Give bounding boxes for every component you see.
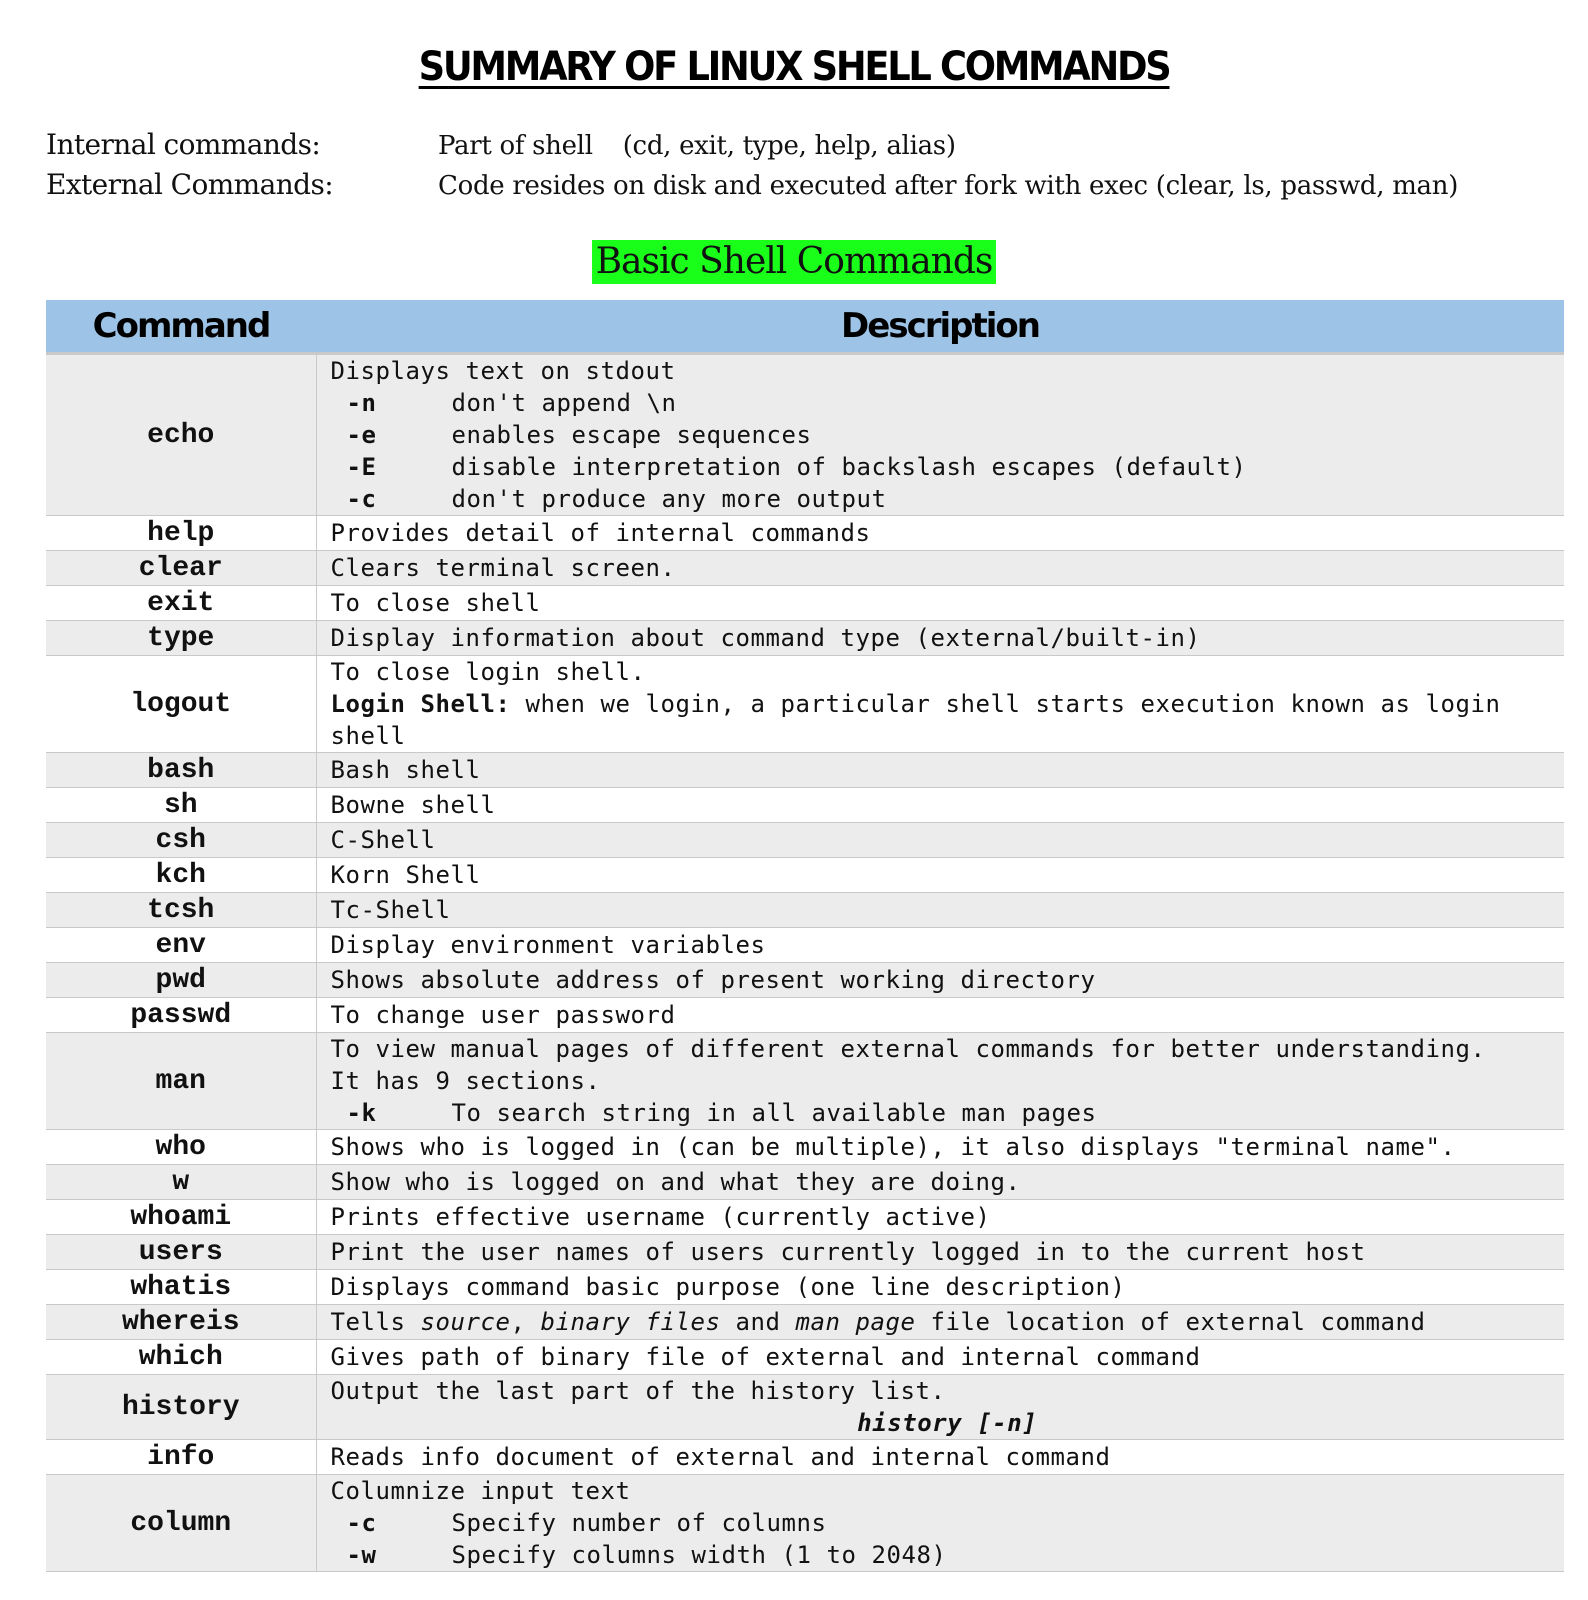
table-row — [46, 1165, 1564, 1200]
command-description: Shows who is logged in (can be multiple), it also displays "terminal name". — [330, 1133, 1456, 1161]
command-name: whereis — [46, 1305, 316, 1340]
command-description: Display information about command type (external/built-in) — [330, 624, 1201, 652]
table-row — [46, 1200, 1564, 1235]
text-segment-italic: man page — [795, 1308, 916, 1336]
command-name: exit — [46, 586, 316, 621]
command-name: w — [46, 1165, 316, 1200]
internal-commands-examples: (cd, exit, type, help, alias) — [622, 131, 956, 161]
header-description: Description — [316, 300, 1564, 354]
command-description: Prints effective username (currently active) — [330, 1203, 991, 1231]
command-description: Bowne shell — [330, 791, 496, 819]
description-line: Columnize input text — [330, 1477, 631, 1505]
table-row — [46, 354, 1564, 516]
command-description — [316, 1305, 1564, 1340]
table-row — [46, 1440, 1564, 1475]
page-title-text: SUMMARY OF LINUX SHELL COMMANDS — [418, 44, 1170, 90]
command-description: C-Shell — [330, 826, 436, 854]
command-name: logout — [46, 656, 316, 753]
table-row — [46, 1235, 1564, 1270]
command-description: Provides detail of internal commands — [330, 519, 871, 547]
external-commands-label: External Commands: — [46, 168, 334, 201]
command-description: Gives path of binary file of external and internal command — [330, 1343, 1201, 1371]
command-name: which — [46, 1340, 316, 1375]
command-name: whoami — [46, 1200, 316, 1235]
login-shell-definition: when we login, a particular shell starts execution known as login — [510, 690, 1501, 718]
command-description — [316, 354, 1564, 516]
section-title — [0, 240, 1588, 284]
option-row — [331, 419, 1565, 451]
command-name: users — [46, 1235, 316, 1270]
table-row — [46, 753, 1564, 788]
description-line: Displays text on stdout — [330, 357, 676, 385]
commands-table — [46, 300, 1564, 1572]
table-row — [46, 963, 1564, 998]
header-command: Command — [46, 300, 316, 354]
command-name: echo — [46, 354, 316, 516]
text-segment: , — [510, 1308, 541, 1336]
text-segment-italic: source — [420, 1308, 511, 1336]
command-name: info — [46, 1440, 316, 1475]
description-line: To close login shell. — [330, 658, 646, 686]
option-row — [331, 387, 1565, 419]
internal-commands-label: Internal commands: — [46, 128, 321, 161]
command-description: To close shell — [330, 589, 541, 617]
command-description: Clears terminal screen. — [330, 554, 676, 582]
command-name: man — [46, 1033, 316, 1130]
option-flag: -E — [346, 453, 377, 481]
command-name: bash — [46, 753, 316, 788]
command-name: type — [46, 621, 316, 656]
option-text: don't produce any more output — [451, 485, 887, 513]
option-row — [331, 451, 1565, 483]
option-row — [331, 1539, 1565, 1571]
table-row — [46, 1130, 1564, 1165]
section-title-text: Basic Shell Commands — [592, 240, 997, 284]
command-name: clear — [46, 551, 316, 586]
option-text: Specify number of columns — [451, 1509, 827, 1537]
table-row — [46, 551, 1564, 586]
option-flag: -w — [346, 1541, 377, 1569]
table-row — [46, 1375, 1564, 1440]
command-description — [316, 656, 1564, 753]
table-row — [46, 1270, 1564, 1305]
description-line: To view manual pages of different external commands for better understanding. — [330, 1035, 1486, 1063]
command-name: whatis — [46, 1270, 316, 1305]
option-flag: -e — [346, 421, 377, 449]
table-row — [46, 823, 1564, 858]
option-flag: -c — [346, 485, 377, 513]
option-flag: -c — [346, 1509, 377, 1537]
table-row — [46, 656, 1564, 753]
description-line: Output the last part of the history list. — [330, 1377, 946, 1405]
option-text: Specify columns width (1 to 2048) — [451, 1541, 947, 1569]
external-commands-row — [46, 168, 1546, 208]
option-flag: -n — [346, 389, 377, 417]
command-description: Display environment variables — [330, 931, 766, 959]
table-row — [46, 858, 1564, 893]
command-description: Show who is logged on and what they are doing. — [330, 1168, 1021, 1196]
table-row — [46, 928, 1564, 963]
command-description: Korn Shell — [330, 861, 481, 889]
option-text: disable interpretation of backslash escapes (default) — [451, 453, 1247, 481]
usage-syntax: history [-n] — [857, 1409, 1038, 1437]
page-title — [0, 44, 1588, 90]
command-description: Displays command basic purpose (one line description) — [330, 1273, 1126, 1301]
option-row — [331, 1097, 1565, 1129]
description-line: It has 9 sections. — [330, 1067, 601, 1095]
command-name: sh — [46, 788, 316, 823]
table-row — [46, 621, 1564, 656]
table-row — [46, 1033, 1564, 1130]
command-description: Tc-Shell — [330, 896, 451, 924]
command-description — [316, 1475, 1564, 1572]
description-line: shell — [330, 722, 406, 750]
command-name: kch — [46, 858, 316, 893]
command-description: Print the user names of users currently logged in to the current host — [330, 1238, 1366, 1266]
table-row — [46, 586, 1564, 621]
description-line — [331, 688, 1565, 720]
command-description: Shows absolute address of present working directory — [330, 966, 1096, 994]
text-segment-italic: binary files — [540, 1308, 721, 1336]
external-commands-value: Code resides on disk and executed after fork with exec (clear, ls, passwd, man) — [438, 171, 1459, 201]
command-name: csh — [46, 823, 316, 858]
option-row — [331, 483, 1565, 515]
internal-commands-row — [46, 128, 1546, 168]
option-flag: -k — [346, 1099, 377, 1127]
table-row — [46, 1475, 1564, 1572]
text-segment: and — [720, 1308, 796, 1336]
login-shell-term: Login Shell: — [330, 690, 511, 718]
table-row — [46, 788, 1564, 823]
table-row — [46, 998, 1564, 1033]
option-row — [331, 1507, 1565, 1539]
table-row — [46, 1305, 1564, 1340]
table-row — [46, 893, 1564, 928]
command-name: help — [46, 516, 316, 551]
command-name: pwd — [46, 963, 316, 998]
command-name: tcsh — [46, 893, 316, 928]
command-description — [316, 1033, 1564, 1130]
internal-commands-desc: Part of shell — [438, 131, 593, 161]
table-header-row — [46, 300, 1564, 354]
internal-commands-value — [438, 131, 956, 161]
text-segment: file location of external command — [915, 1308, 1426, 1336]
command-name: who — [46, 1130, 316, 1165]
command-description: Bash shell — [330, 756, 481, 784]
option-text: enables escape sequences — [451, 421, 812, 449]
command-name: passwd — [46, 998, 316, 1033]
command-types — [46, 128, 1546, 208]
command-description: To change user password — [330, 1001, 676, 1029]
command-name: column — [46, 1475, 316, 1572]
command-name: history — [46, 1375, 316, 1440]
table-row — [46, 516, 1564, 551]
text-segment: Tells — [330, 1308, 421, 1336]
option-text: To search string in all available man pages — [451, 1099, 1097, 1127]
command-name: env — [46, 928, 316, 963]
table-row — [46, 1340, 1564, 1375]
command-description — [316, 1375, 1564, 1440]
option-text: don't append \n — [451, 389, 677, 417]
command-description: Reads info document of external and internal command — [330, 1443, 1111, 1471]
